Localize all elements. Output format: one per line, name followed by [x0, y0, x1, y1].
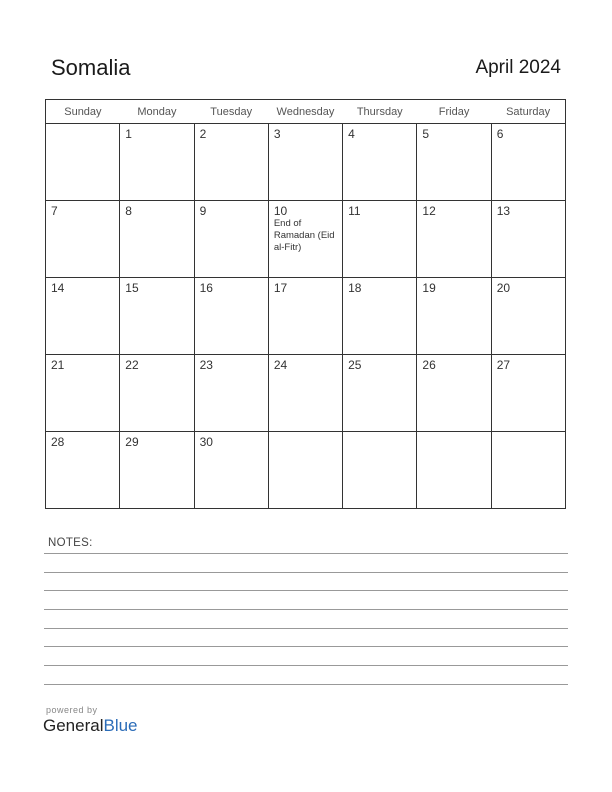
notes-line: [44, 590, 568, 591]
calendar-day-cell: [46, 432, 120, 509]
day-number: 11: [348, 204, 361, 218]
notes-line: [44, 572, 568, 573]
weekday-friday: Friday: [417, 100, 491, 124]
calendar-day-cell: [268, 124, 342, 201]
powered-by-text: powered by: [46, 705, 98, 715]
calendar-day-cell: [194, 355, 268, 432]
weekday-header-row: [46, 100, 566, 124]
calendar-day-cell: [343, 124, 417, 201]
day-number: 17: [273, 281, 288, 295]
day-number: 13: [496, 204, 511, 218]
day-number: 29: [125, 435, 139, 449]
day-number: 4: [348, 127, 355, 141]
calendar-day-cell: [120, 278, 194, 355]
calendar-month-year: April 2024: [475, 57, 561, 78]
day-number: 5: [422, 127, 430, 141]
day-number: 14: [51, 281, 65, 295]
day-number: 2: [199, 127, 207, 141]
day-number: 15: [125, 281, 139, 295]
calendar-day-cell: [343, 201, 417, 278]
calendar-day-cell: [46, 124, 120, 201]
calendar-day-cell: [491, 124, 565, 201]
calendar-day-cell: [46, 278, 120, 355]
calendar-day-cell: [120, 124, 194, 201]
calendar-day-cell: [417, 201, 491, 278]
calendar-day-cell: [268, 355, 342, 432]
calendar-day-cell: [491, 355, 565, 432]
weekday-monday: Monday: [120, 100, 194, 124]
day-number: 12: [422, 204, 436, 218]
day-number: 21: [51, 358, 65, 372]
calendar-day-cell: [491, 432, 565, 509]
calendar-grid: [45, 99, 566, 509]
notes-line: [44, 553, 568, 554]
calendar-day-cell: [268, 278, 342, 355]
calendar-day-cell: [343, 278, 417, 355]
day-number: 6: [496, 127, 504, 141]
day-number: 23: [199, 358, 213, 372]
calendar-country: Somalia: [51, 55, 131, 80]
day-number: 16: [199, 281, 213, 295]
calendar-week-row: [46, 432, 566, 509]
calendar-week-row: [46, 355, 566, 432]
generalblue-logo: [43, 716, 138, 736]
calendar-day-cell: [491, 201, 565, 278]
calendar-week-row: [46, 278, 566, 355]
calendar-day-cell: [343, 355, 417, 432]
day-number: 24: [273, 358, 288, 372]
weekday-saturday: Saturday: [491, 100, 565, 124]
day-number: 7: [51, 204, 58, 218]
calendar-day-cell: [417, 432, 491, 509]
notes-line: [44, 665, 568, 666]
calendar-week-row: [46, 201, 566, 278]
day-number: 9: [199, 204, 207, 218]
notes-line: [44, 628, 568, 629]
holiday-label: End of Ramadan (Eid al-Fitr): [273, 218, 335, 253]
calendar-day-cell: [194, 432, 268, 509]
day-number: 20: [496, 281, 511, 295]
weekday-wednesday: Wednesday: [268, 100, 342, 124]
logo-general: General: [43, 716, 104, 735]
day-number: 1: [125, 127, 132, 141]
day-number: 30: [199, 435, 213, 449]
notes-line: [44, 684, 568, 685]
logo-blue: Blue: [103, 716, 138, 735]
calendar-day-cell: [194, 201, 268, 278]
calendar-day-cell: [491, 278, 565, 355]
day-number: 22: [125, 358, 139, 372]
notes-line: [44, 609, 568, 610]
calendar-day-cell: [268, 432, 342, 509]
day-number: 28: [51, 435, 65, 449]
calendar-day-cell: [417, 355, 491, 432]
calendar-day-cell: [417, 278, 491, 355]
day-number: 25: [348, 358, 362, 372]
day-number: 27: [496, 358, 511, 372]
weekday-sunday: Sunday: [46, 100, 120, 124]
calendar-day-cell: [268, 201, 342, 278]
calendar-day-cell: [46, 355, 120, 432]
weekday-tuesday: Tuesday: [194, 100, 268, 124]
calendar-day-cell: [417, 124, 491, 201]
calendar-day-cell: [120, 355, 194, 432]
calendar-day-cell: [120, 201, 194, 278]
calendar-day-cell: [194, 278, 268, 355]
calendar-day-cell: [343, 432, 417, 509]
notes-label: NOTES:: [48, 537, 93, 549]
day-number: 3: [273, 127, 281, 141]
calendar-day-cell: [46, 201, 120, 278]
weekday-thursday: Thursday: [343, 100, 417, 124]
day-number: 18: [348, 281, 362, 295]
notes-line: [44, 646, 568, 647]
day-number: 10: [273, 204, 288, 218]
day-number: 8: [125, 204, 132, 218]
day-number: 19: [422, 281, 436, 295]
calendar-day-cell: [120, 432, 194, 509]
calendar-day-cell: [194, 124, 268, 201]
calendar-week-row: [46, 124, 566, 201]
day-number: 26: [422, 358, 436, 372]
